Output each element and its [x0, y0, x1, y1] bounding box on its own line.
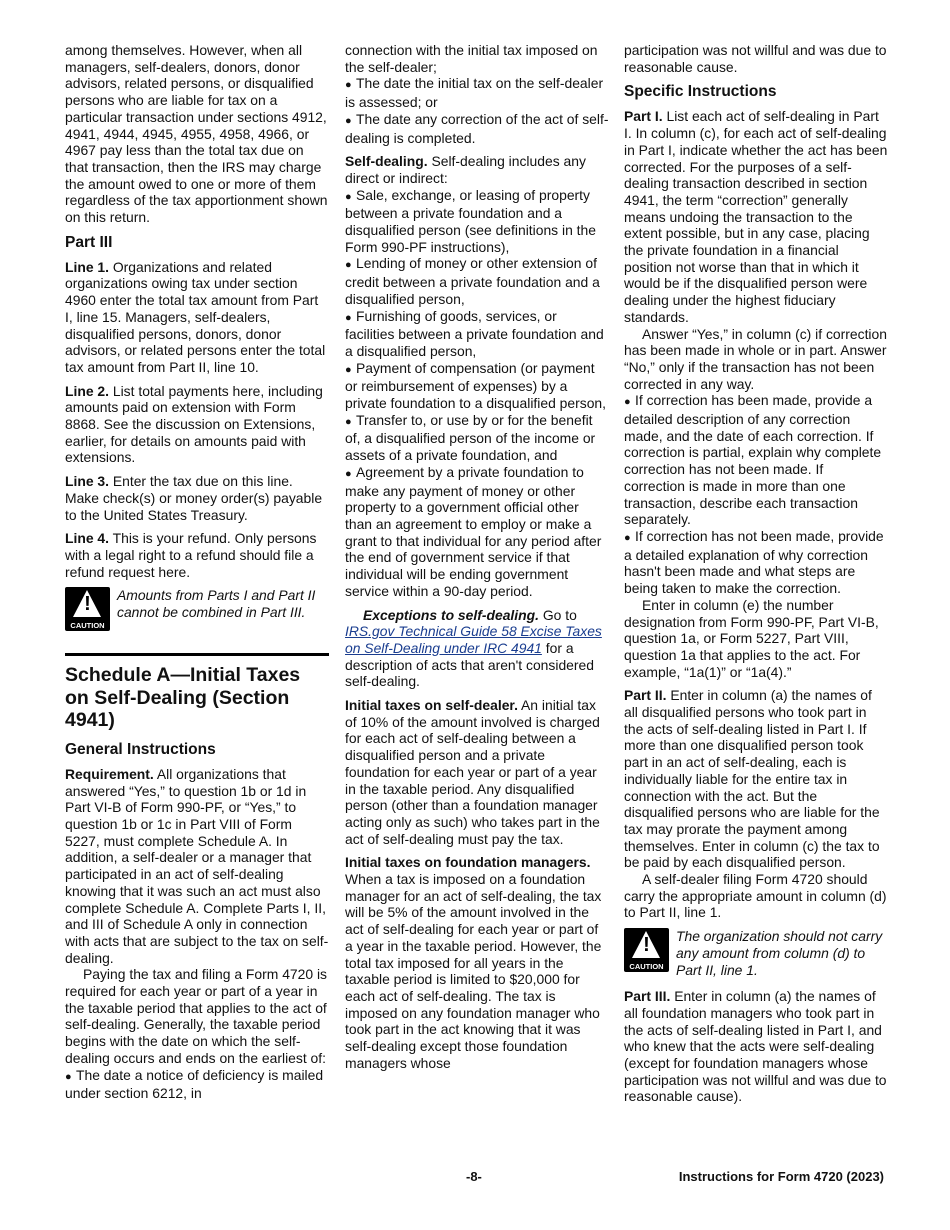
caution-note [624, 928, 888, 978]
irs-technical-guide-link[interactable]: IRS.gov Technical Guide 58 Excise Taxes on Self-Dealing under IRC 4941 [345, 623, 602, 656]
paragraph-text: participation was not willful and was due to reasonable cause. [624, 42, 887, 75]
bullet-icon: ● [345, 79, 352, 92]
paragraph-text: List each act of self-dealing in Part I. In column (c), for each act of self-dealing in Part I, indicate whether the act has been corrected. For the purposes of a self-dealing transaction described in section 4941, the term “correction” generally means undoing the transaction to the extent possible, but in any case, placing the private foundation in a financial position not worse than that in which it would be if the disqualified person were dealing under the highest fiduciary standards. [624, 108, 888, 325]
exclamation-mark: ! [643, 934, 650, 957]
paragraph [345, 697, 609, 847]
paragraph [65, 473, 329, 523]
bullet-item [345, 255, 609, 307]
bullet-text: connection with the initial tax imposed on the self-dealer; [345, 42, 598, 75]
schedule-title: Schedule A—Initial Taxes on Self-Dealing (Section 4941) [65, 664, 301, 732]
bullet-icon: ● [624, 396, 631, 409]
page-number: -8- [466, 1169, 482, 1184]
bullet-text: Furnishing of goods, services, or facilities between a private foundation and a disqualified person, [345, 307, 604, 359]
bullet-item [65, 1067, 329, 1102]
paragraph [65, 259, 329, 376]
paragraph-text: Self-dealing includes any direct or indirect: [345, 153, 586, 186]
paragraph [624, 871, 888, 921]
caution-label: CAUTION [629, 962, 664, 972]
caution-label: CAUTION [70, 621, 105, 631]
bullet-text: If correction has been made, provide a detailed description of any correction made, and the date of each correction. If correction is partial, explain why complete correction has not been made. If correction is made in more than one transaction, describe each transaction separately. [624, 392, 882, 528]
paragraph [65, 383, 329, 467]
bullet-icon: ● [624, 531, 631, 544]
paragraph-text: Answer “Yes,” in column (c) if correction has been made in whole or in part. Answer “No,” only if the transaction has not been corrected in any way. [624, 325, 887, 392]
column-3 [624, 42, 888, 1112]
bullet-icon: ● [345, 363, 352, 376]
paragraph [345, 153, 609, 186]
paragraph [624, 687, 888, 871]
paragraph-lead: Part I. [624, 108, 663, 125]
paragraph-lead: Initial taxes on foundation managers. [345, 854, 591, 871]
paragraph-text: Enter in column (e) the number designation from Form 990-PF, Part VI-B, question 1a, or Form 5227, Part VIII, question 1a that applies to the act. For example, “1a(1)” or “1a(4).” [624, 596, 879, 680]
paragraph-text: A self-dealer filing Form 4720 should carry the appropriate amount in column (d) to Part II, line 1. [624, 871, 887, 921]
paragraph [624, 597, 888, 681]
bullet-icon: ● [345, 114, 352, 127]
paragraph [65, 42, 329, 226]
caution-note [65, 587, 329, 631]
paragraph [624, 108, 888, 325]
bullet-item [345, 111, 609, 146]
bullet-item [345, 187, 609, 256]
paragraph-text: An initial tax of 10% of the amount involved is charged for each act of self-dealing between a disqualified person and a private foundation for each year or part of a year in the taxable period. Any disqualified person (other than a foundation manager acting only as such) who takes part in the act of self-dealing must pay the tax. [345, 697, 600, 847]
bullet-item [624, 528, 888, 597]
bullet-text: Lending of money or other extension of credit between a private foundation and a disqualified person, [345, 255, 600, 307]
paragraph [624, 326, 888, 393]
paragraph-text: Paying the tax and filing a Form 4720 is required for each year or part of a year in the taxable period that applies to the act of self-dealing. Generally, the taxable period begins with the date on which the self-dealing occurs and ends on the earliest of: [65, 966, 327, 1066]
caution-icon [65, 587, 110, 631]
bullet-item [345, 360, 609, 412]
bullet-item [345, 308, 609, 360]
paragraph-lead: Requirement. [65, 765, 154, 782]
exclamation-mark: ! [84, 593, 91, 616]
bullet-item [345, 75, 609, 110]
paragraph-lead: Initial taxes on self-dealer. [345, 697, 518, 714]
caution-text: Amounts from Parts I and Part II cannot be combined in Part III. [117, 587, 316, 621]
bullet-icon: ● [65, 1070, 72, 1083]
paragraph-lead: Line 4. [65, 530, 109, 547]
paragraph [345, 607, 609, 691]
bullet-text: Sale, exchange, or leasing of property between a private foundation and a disqualified person (see definitions in the Form 990-PF instructions), [345, 186, 596, 255]
bullet-text: Agreement by a private foundation to make any payment of money or other property to a government official other than an agreement to employ or make a grant to that individual for any period after the end of government service if that individual will be ending government service within a 90-day period. [345, 463, 602, 599]
bullet-item [345, 42, 609, 75]
paragraph-text: for a description of acts that aren't considered self-dealing. [345, 639, 594, 690]
paragraph [65, 966, 329, 1066]
bullet-item [345, 412, 609, 464]
bullet-text: Transfer to, or use by or for the benefit of, a disqualified person of the income or assets of a private foundation, and [345, 411, 596, 464]
paragraph-text: This is your refund. Only persons with a legal right to a refund should file a refund request here. [65, 530, 317, 580]
paragraph-text: Enter in column (a) the names of all foundation managers who took part in the acts of self-dealing listed in Part I, and who knew that the acts were self-dealing (except for foundation managers whose participation was not willful and was due to reasonable cause). [624, 988, 887, 1105]
paragraph-lead: Part II. [624, 687, 667, 704]
bullet-icon: ● [345, 415, 352, 428]
paragraph [624, 42, 888, 75]
bullet-icon: ● [345, 311, 352, 324]
bullet-item [624, 392, 888, 528]
bullet-text: The date a notice of deficiency is mailed under section 6212, in [65, 1066, 324, 1102]
paragraph [345, 854, 609, 1071]
paragraph-text: Enter the tax due on this line. Make check(s) or money order(s) payable to the United States Treasury. [65, 473, 323, 523]
bullet-icon: ● [345, 190, 352, 203]
paragraph-text: Go to [542, 606, 577, 623]
bullet-text: The date the initial tax on the self-dealer is assessed; or [345, 75, 604, 111]
paragraph-lead: Line 1. [65, 258, 109, 275]
bullet-text: If correction has not been made, provide a detailed explanation of why correction hasn't been made and what steps are being taken to make the correction. [624, 527, 884, 597]
paragraph-lead: Part III. [624, 988, 671, 1005]
section-divider [65, 653, 329, 656]
bullet-icon: ● [345, 467, 352, 480]
form-title-footer: Instructions for Form 4720 (2023) [678, 1169, 884, 1184]
paragraph-text: Organizations and related organizations owing tax under section 4960 enter the total tax amount from Part I, line 15. Managers, self-dealers, disqualified persons, donors, donor advisors, or related persons enter the total tax amount from Part II, line 10. [65, 258, 326, 375]
paragraph-lead: Self-dealing. [345, 153, 428, 170]
paragraph-text: All organizations that answered “Yes,” to question 1b or 1d in Part VI-B of Form 990-PF, or “Yes,” to question 1b or 1c in Part VIII of Form 5227, must complete Schedule A. In addition, a self-dealer or a manager that participated in an act of self-dealing knowing that it was such an act must also complete Schedule A. Complete Parts I, II, and III of Schedule A only in connection with acts that are subject to the tax on self-dealing. [65, 765, 329, 966]
bullet-icon: ● [345, 259, 352, 272]
paragraph-lead: Exceptions to self-dealing. [363, 606, 539, 623]
caution-icon [624, 928, 669, 972]
section-heading: Specific Instructions [624, 83, 777, 101]
paragraph-text: Enter in column (a) the names of all disqualified persons who took part in the acts of self-dealing listed in Part I. If more than one disqualified person took part in an act of self-dealing, each is individually liable for the entire tax in connection with the act. But the disqualified persons who are liable for the tax may prorate the payment among themselves. Enter in column (c) the tax to be paid by each disqualified person. [624, 687, 880, 871]
bullet-text: Payment of compensation (or payment or reimbursement of expenses) by a private foundation to a disqualified person, [345, 359, 607, 412]
paragraph [65, 766, 329, 966]
section-heading: General Instructions [65, 740, 216, 758]
column-2 [345, 42, 609, 1078]
bullet-item [345, 464, 609, 600]
paragraph [65, 530, 329, 580]
paragraph-lead: Line 3. [65, 473, 109, 490]
paragraph-lead: Line 2. [65, 382, 109, 399]
paragraph-text: When a tax is imposed on a foundation manager for an act of self-dealing, the tax will be 5% of the amount involved in the act of self-dealing for each year or part of a year in the taxable period. However, the total tax imposed for all years in the taxable period is limited to $20,000 for each act of self-dealing. The tax is imposed on any foundation manager who took part in the act knowing that it was self-dealing except those foundation managers whose [345, 871, 602, 1071]
caution-text: The organization should not carry any amount from column (d) to Part II, line 1. [676, 928, 883, 978]
paragraph-text: among themselves. However, when all managers, self-dealers, donors, donor advisors, related persons, or disqualified persons who are liable for tax on a particular transaction under sections 4912, 4941, 4944, 4945, 4955, 4958, 4966, or 4967 pay less than the total tax due on that transaction, then the IRS may charge the amount owed to one or more of them regardless of the tax apportionment shown on this return. [65, 42, 328, 226]
paragraph-text: List total payments here, including amounts paid on extension with Form 8868. See the discussion on Extensions, earlier, for details on amounts paid with extensions. [65, 382, 323, 466]
paragraph [624, 988, 888, 1105]
section-heading: Part III [65, 233, 113, 251]
column-1 [65, 42, 329, 1102]
bullet-text: The date any correction of the act of self-dealing is completed. [345, 110, 609, 146]
